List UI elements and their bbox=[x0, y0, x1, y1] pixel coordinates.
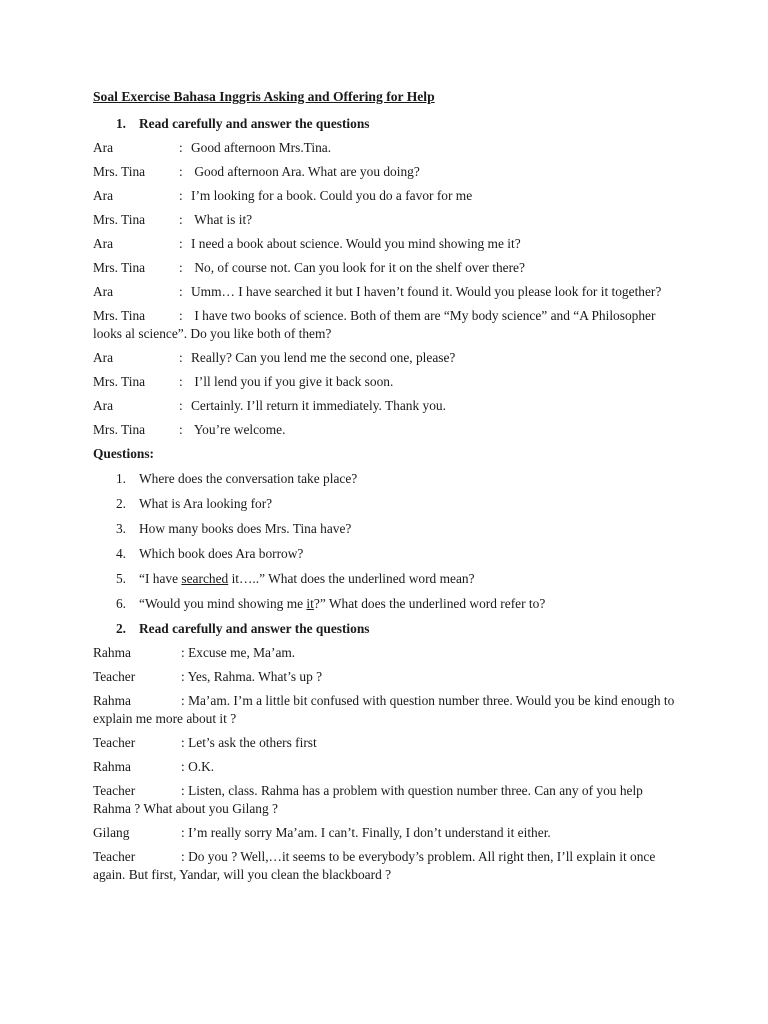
dialog-line bbox=[93, 139, 678, 157]
separator: : bbox=[179, 164, 183, 179]
dialog-line bbox=[93, 848, 678, 884]
speaker: Rahma bbox=[93, 759, 131, 774]
speaker: Rahma bbox=[93, 645, 131, 660]
question-item bbox=[93, 520, 678, 538]
dialog-line bbox=[93, 163, 678, 181]
section-2-number: 2. bbox=[115, 621, 126, 636]
question-text bbox=[139, 570, 475, 588]
dialog-line bbox=[93, 734, 678, 752]
dialog-line bbox=[93, 373, 678, 391]
question-number: 5. bbox=[115, 571, 126, 586]
separator: : bbox=[179, 374, 183, 389]
underlined-word: searched bbox=[181, 571, 229, 586]
section-2-heading-text: Read carefully and answer the questions bbox=[139, 621, 370, 636]
speaker: Rahma bbox=[93, 693, 131, 708]
separator: : bbox=[179, 212, 183, 227]
utterance: I’m looking for a book. Could you do a favor for me bbox=[191, 188, 473, 203]
utterance: Good afternoon Ara. What are you doing? bbox=[191, 164, 420, 179]
separator: : bbox=[179, 284, 183, 299]
question-text: What is Ara looking for? bbox=[139, 496, 273, 511]
question-item bbox=[93, 595, 678, 613]
utterance: : Let’s ask the others first bbox=[181, 735, 317, 750]
utterance: : Yes, Rahma. What’s up ? bbox=[181, 669, 323, 684]
question-item bbox=[93, 545, 678, 563]
dialog-line bbox=[93, 824, 678, 842]
separator: : bbox=[179, 236, 183, 251]
dialog-line bbox=[93, 397, 678, 415]
dialog-line bbox=[93, 421, 678, 439]
section-1-number: 1. bbox=[115, 116, 126, 131]
underlined-word: it bbox=[306, 596, 314, 611]
utterance: : Listen, class. Rahma has a problem with question number three. Can any of you help Rahma ? What about you Gilang ? bbox=[93, 783, 643, 816]
dialog-line bbox=[93, 307, 678, 343]
question-text-post: it…..” What does the underlined word mean? bbox=[228, 571, 475, 586]
speaker: Ara bbox=[93, 188, 114, 203]
dialog-line bbox=[93, 211, 678, 229]
utterance: Umm… I have searched it but I haven’t found it. Would you please look for it together? bbox=[191, 284, 662, 299]
dialog-line bbox=[93, 349, 678, 367]
question-text: Which book does Ara borrow? bbox=[139, 546, 304, 561]
separator: : bbox=[179, 422, 183, 437]
speaker: Teacher bbox=[93, 783, 136, 798]
speaker: Ara bbox=[93, 140, 114, 155]
speaker: Mrs. Tina bbox=[93, 308, 146, 323]
separator: : bbox=[179, 350, 183, 365]
speaker: Mrs. Tina bbox=[93, 374, 146, 389]
separator: : bbox=[179, 308, 183, 323]
utterance: : Ma’am. I’m a little bit confused with question number three. Would you be kind enough to explain me more about it ? bbox=[93, 693, 675, 726]
question-item bbox=[93, 495, 678, 513]
utterance: : I’m really sorry Ma’am. I can’t. Finally, I don’t understand it either. bbox=[181, 825, 551, 840]
question-item bbox=[93, 470, 678, 488]
speaker: Mrs. Tina bbox=[93, 422, 146, 437]
speaker: Mrs. Tina bbox=[93, 260, 146, 275]
utterance: You’re welcome. bbox=[191, 422, 286, 437]
separator: : bbox=[179, 260, 183, 275]
utterance: Really? Can you lend me the second one, please? bbox=[191, 350, 456, 365]
question-text-pre: “Would you mind showing me bbox=[139, 596, 307, 611]
dialog-line bbox=[93, 782, 678, 818]
document-title: Soal Exercise Bahasa Inggris Asking and Offering for Help bbox=[93, 89, 435, 104]
utterance: I’ll lend you if you give it back soon. bbox=[191, 374, 394, 389]
question-text bbox=[139, 595, 545, 613]
section-2-heading bbox=[93, 620, 678, 638]
speaker: Gilang bbox=[93, 825, 130, 840]
dialog-line bbox=[93, 187, 678, 205]
dialog-line bbox=[93, 259, 678, 277]
utterance: I have two books of science. Both of them are “My body science” and “A Philosopher looks al science”. Do you like both of them? bbox=[93, 308, 656, 341]
utterance: No, of course not. Can you look for it on the shelf over there? bbox=[191, 260, 525, 275]
question-text: How many books does Mrs. Tina have? bbox=[139, 521, 352, 536]
questions-label: Questions: bbox=[93, 446, 155, 461]
question-text: Where does the conversation take place? bbox=[139, 471, 358, 486]
speaker: Mrs. Tina bbox=[93, 164, 146, 179]
separator: : bbox=[179, 398, 183, 413]
dialog-line bbox=[93, 692, 678, 728]
question-number: 6. bbox=[115, 596, 126, 611]
utterance: What is it? bbox=[191, 212, 253, 227]
speaker: Ara bbox=[93, 398, 114, 413]
speaker: Teacher bbox=[93, 669, 136, 684]
separator: : bbox=[179, 188, 183, 203]
section-1-heading-text: Read carefully and answer the questions bbox=[139, 116, 370, 131]
utterance: : Excuse me, Ma’am. bbox=[181, 645, 296, 660]
speaker: Ara bbox=[93, 284, 114, 299]
speaker: Teacher bbox=[93, 735, 136, 750]
speaker: Mrs. Tina bbox=[93, 212, 146, 227]
dialog-line bbox=[93, 758, 678, 776]
question-number: 4. bbox=[115, 546, 126, 561]
utterance: : O.K. bbox=[181, 759, 215, 774]
utterance: : Do you ? Well,…it seems to be everybody’s problem. All right then, I’ll explain it once again. But first, Yandar, will you clean the blackboard ? bbox=[93, 849, 656, 882]
utterance: Good afternoon Mrs.Tina. bbox=[191, 140, 332, 155]
dialog-line bbox=[93, 644, 678, 662]
question-text-post: ?” What does the underlined word refer to? bbox=[313, 596, 546, 611]
dialog-line bbox=[93, 283, 678, 301]
utterance: I need a book about science. Would you mind showing me it? bbox=[191, 236, 521, 251]
utterance: Certainly. I’ll return it immediately. Thank you. bbox=[191, 398, 446, 413]
dialog-line bbox=[93, 668, 678, 686]
question-number: 3. bbox=[115, 521, 126, 536]
question-number: 2. bbox=[115, 496, 126, 511]
speaker: Ara bbox=[93, 236, 114, 251]
dialog-line bbox=[93, 235, 678, 253]
question-item bbox=[93, 570, 678, 588]
question-number: 1. bbox=[115, 471, 126, 486]
speaker: Teacher bbox=[93, 849, 136, 864]
speaker: Ara bbox=[93, 350, 114, 365]
question-text-pre: “I have bbox=[139, 571, 182, 586]
separator: : bbox=[179, 140, 183, 155]
section-1-heading bbox=[93, 115, 678, 133]
